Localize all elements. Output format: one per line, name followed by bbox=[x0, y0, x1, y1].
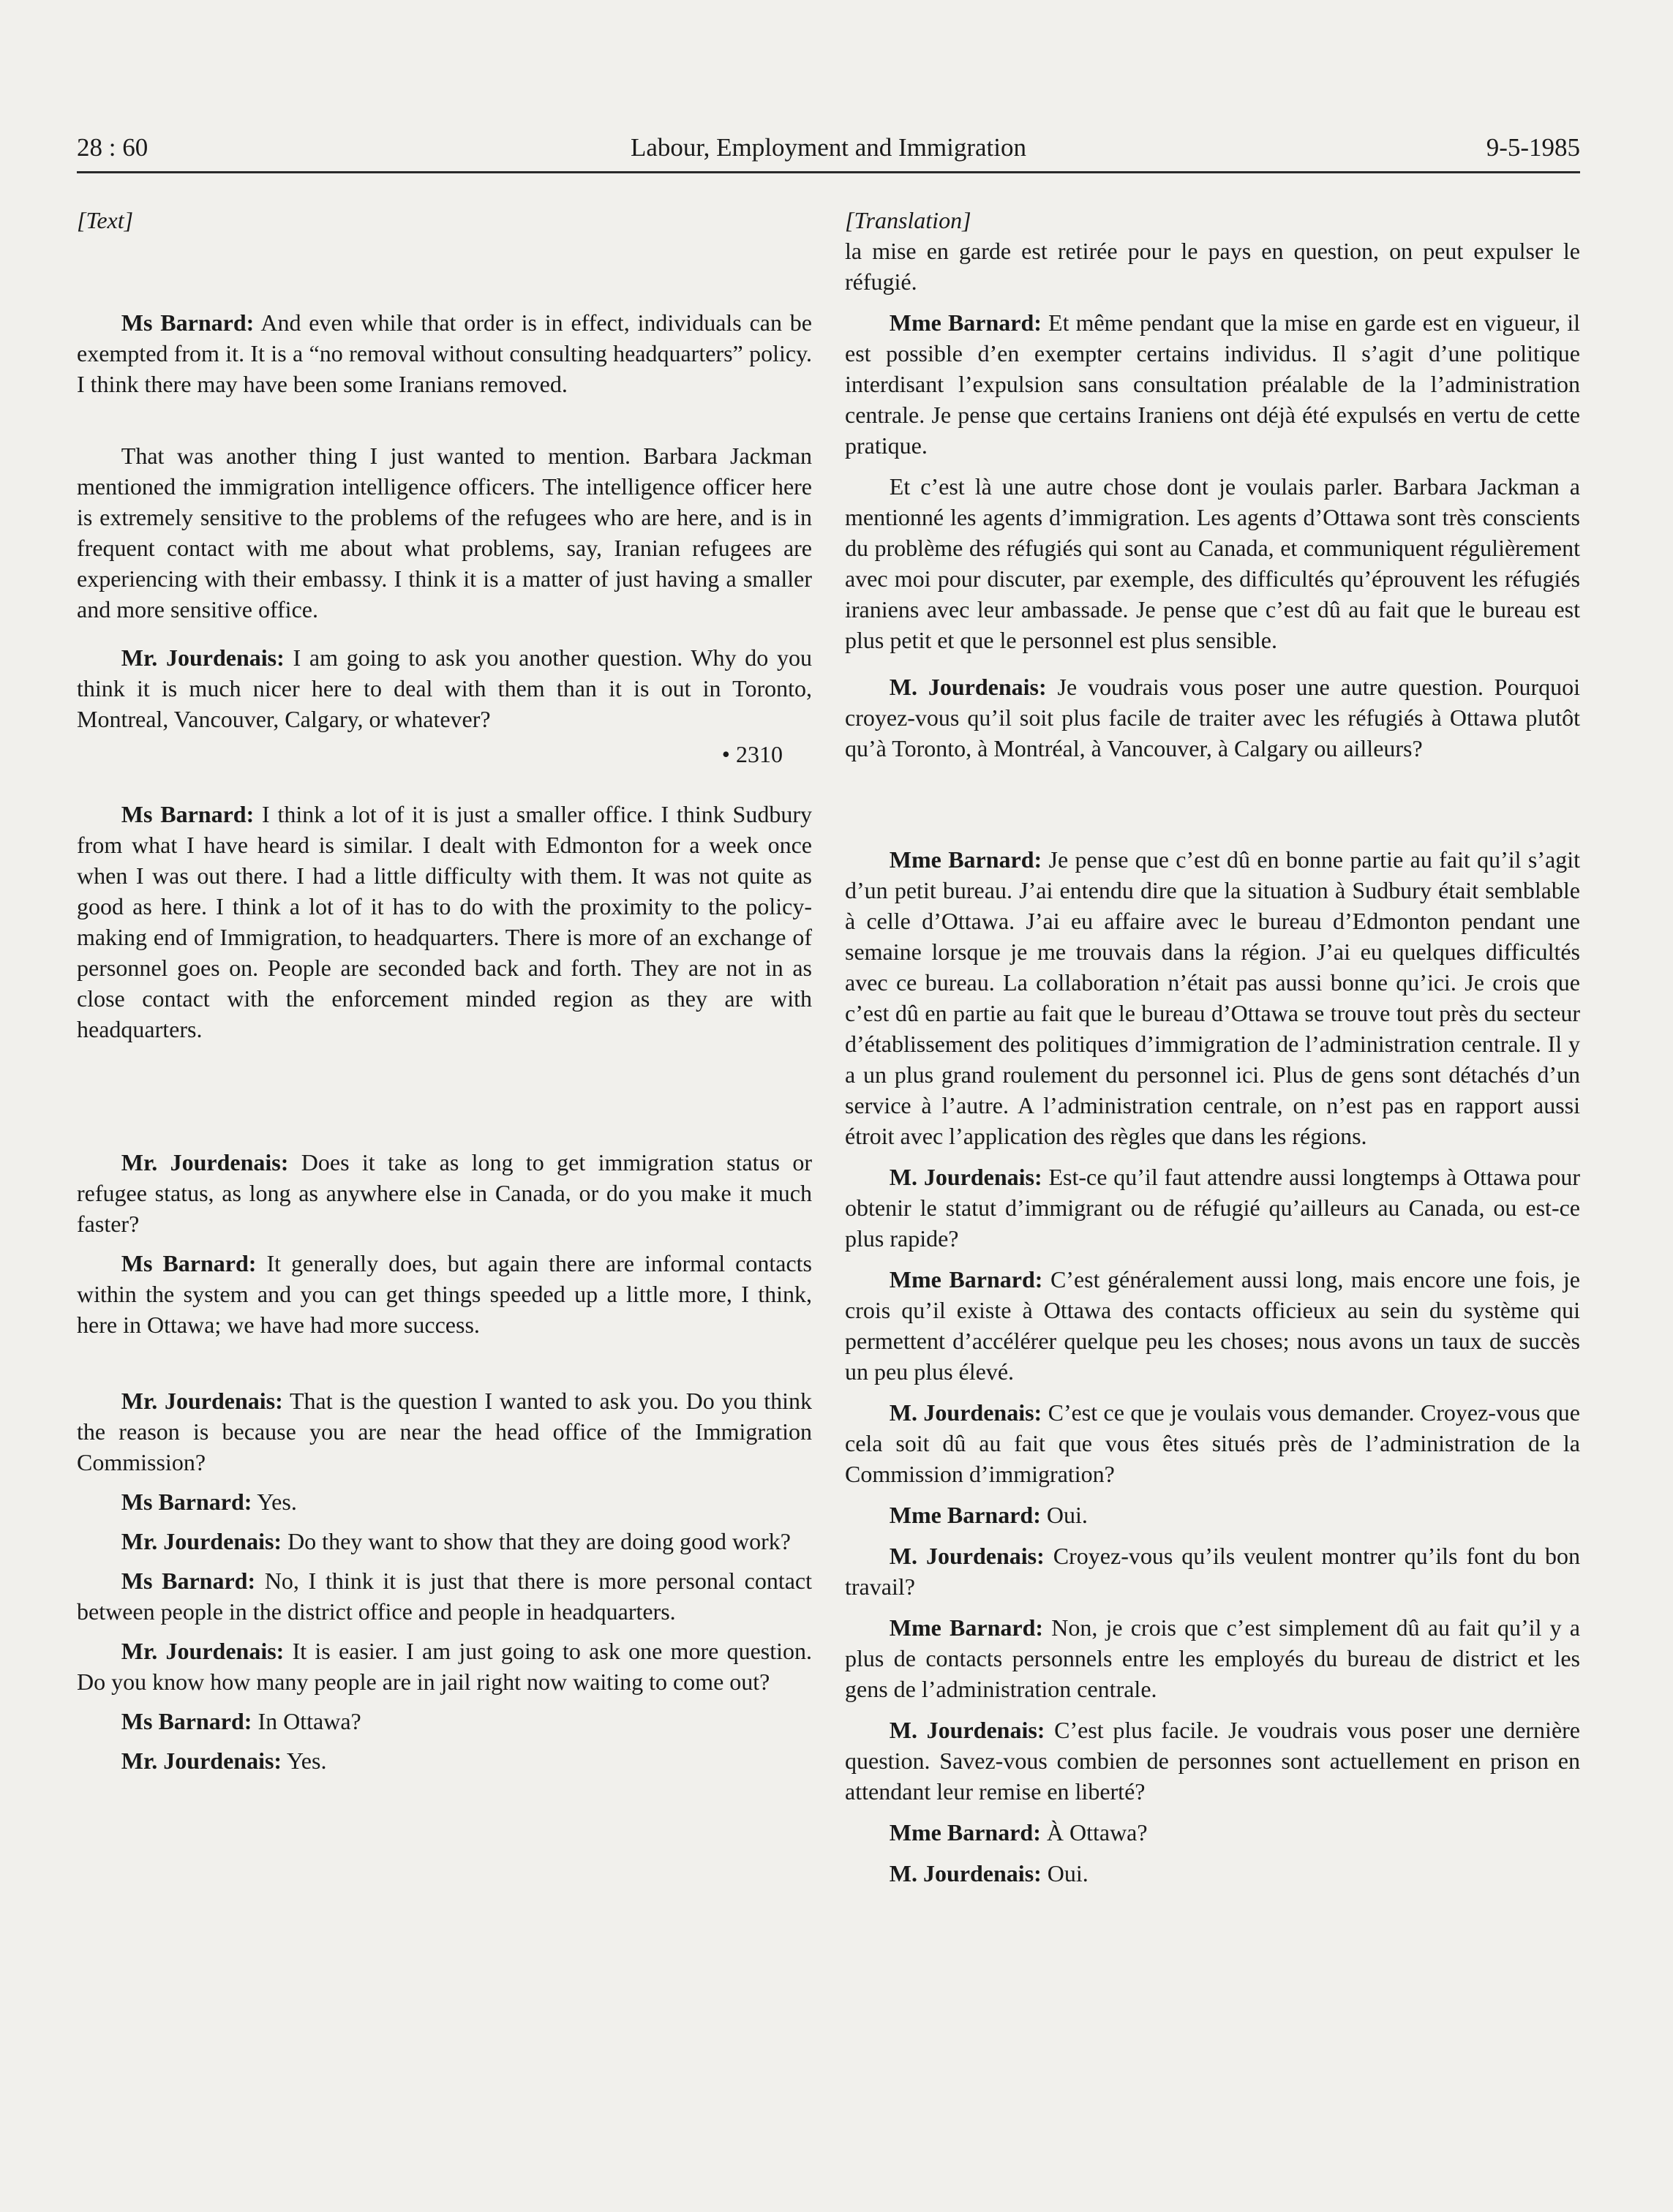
speech: In Ottawa? bbox=[252, 1708, 361, 1734]
paragraph: Et c’est là une autre chose dont je voulais parler. Barbara Jackman a mentionné les agents d’immigration. Les agents d’Ottawa sont très conscients du problème des réfugiés qui sont au Canada, et communiquent régulièrement avec moi pour discuter, par exemple, des difficultés qu’éprouvent les réfugiés iraniens avec leur ambassade. Je pense que c’est dû au fait que le bureau est plus petit et que le personnel est plus sensible. bbox=[845, 473, 1580, 653]
speech: Et même pendant que la mise en garde est en vigueur, il est possible d’en exempter certains individus. Il s’agit d’une politique interdisant l’expulsion sans consultation préalable de la l’administration centrale. Je pense que certains Iraniens ont déjà été expulsés en vertu de cette pratique. bbox=[845, 309, 1580, 459]
page-header bbox=[77, 130, 1580, 173]
running-title: Labour, Employment and Immigration bbox=[631, 133, 1026, 162]
speech: No, I think it is just that there is more personal contact between people in the district office and people in headquarters. bbox=[77, 1568, 813, 1625]
speaker: Ms Barnard: bbox=[121, 309, 255, 336]
speaker: Ms Barnard: bbox=[121, 1568, 256, 1594]
paragraph bbox=[77, 642, 812, 734]
speaker: Ms Barnard: bbox=[121, 1250, 257, 1276]
speaker: Mr. Jourdenais: bbox=[121, 1149, 289, 1175]
paragraph bbox=[77, 1486, 812, 1517]
speech: C’est plus facile. Je voudrais vous poser une dernière question. Savez-vous combien de personnes sont actuellement en prison en attendant leur remise en liberté? bbox=[845, 1717, 1581, 1805]
paragraph bbox=[77, 307, 812, 399]
speaker: Mr. Jourdenais: bbox=[121, 1528, 282, 1554]
paragraph bbox=[845, 1162, 1580, 1254]
paragraph bbox=[77, 1526, 812, 1557]
page-date: 9-5-1985 bbox=[1486, 133, 1580, 162]
speaker: Ms Barnard: bbox=[121, 801, 255, 827]
paragraph: la mise en garde est retirée pour le pays en question, on peut expulser le réfugié. bbox=[845, 238, 1580, 295]
paragraph bbox=[77, 1636, 812, 1697]
speech: Oui. bbox=[1041, 1860, 1089, 1886]
speaker: Mr. Jourdenais: bbox=[121, 644, 285, 671]
speech: Est-ce qu’il faut attendre aussi longtemps à Ottawa pour obtenir le statut d’immigrant ou de réfugié qu’ailleurs au Canada, ou est-ce plus rapide? bbox=[845, 1164, 1581, 1252]
speech: Croyez-vous qu’ils veulent montrer qu’ils font du bon travail? bbox=[845, 1543, 1581, 1600]
column-label: [Text] bbox=[77, 207, 134, 233]
timestamp: • 2310 bbox=[721, 741, 783, 767]
speech: C’est généralement aussi long, mais encore une fois, je crois qu’il existe à Ottawa des contacts officieux au sein du système qui permettent d’accélérer quelque peu les choses; nous avons un taux de succès un peu plus élevé. bbox=[845, 1266, 1581, 1385]
speaker: Mme Barnard: bbox=[889, 1614, 1044, 1641]
speaker: Mr. Jourdenais: bbox=[121, 1748, 282, 1774]
speaker: Mr. Jourdenais: bbox=[121, 1388, 283, 1414]
speaker: Ms Barnard: bbox=[121, 1489, 252, 1515]
speech: C’est ce que je voulais vous demander. Croyez-vous que cela soit dû au fait que vous êtes situés près de l’administration de la Commission d’immigration? bbox=[845, 1399, 1581, 1487]
speaker: Mme Barnard: bbox=[889, 1266, 1043, 1293]
paragraph bbox=[845, 1540, 1580, 1602]
speech: Non, je crois que c’est simplement dû au fait qu’il y a plus de contacts personnels entre les employés du bureau de district et les gens de l’administration centrale. bbox=[845, 1614, 1581, 1702]
column-label: [Translation] bbox=[845, 207, 971, 233]
paragraph: That was another thing I just wanted to mention. Barbara Jackman mentioned the immigration intelligence officers. The intelligence officer here is extremely sensitive to the problems of the refugees who are here, and is in frequent contact with me about what problems, say, Iranian refugees are experiencing with their embassy. I think it is a matter of just having a smaller and more sensitive office. bbox=[77, 443, 812, 622]
speech: Je voudrais vous poser une autre question. Pourquoi croyez-vous qu’il soit plus facile de traiter avec les réfugiés à Ottawa plutôt qu’à Toronto, à Montréal, à Vancouver, à Calgary ou ailleurs? bbox=[845, 674, 1581, 761]
paragraph bbox=[77, 1706, 812, 1737]
speech: I think a lot of it is just a smaller office. I think Sudbury from what I have heard is similar. I dealt with Edmonton for a week once when I was out there. I had a little difficulty with them. It was not quite as good as here. I think a lot of it has to do with the proximity to the policy-making end of Immigration, to headquarters. There is more of an exchange of personnel goes on. People are seconded back and forth. They are not in as close contact with the enforcement minded region as they are with headquarters. bbox=[77, 801, 813, 1042]
speech: It is easier. I am just going to ask one more question. Do you know how many people are in jail right now waiting to come out? bbox=[77, 1638, 813, 1695]
paragraph bbox=[77, 1745, 812, 1776]
speech: And even while that order is in effect, individuals can be exempted from it. It is a “no removal without consulting headquarters” policy. I think there may have been some Iranians removed. bbox=[77, 309, 813, 397]
speaker: M. Jourdenais: bbox=[889, 1164, 1042, 1190]
speaker: Mme Barnard: bbox=[889, 1502, 1041, 1528]
speech: That is the question I wanted to ask you. Do you think the reason is because you are near the head office of the Immigration Commission? bbox=[77, 1388, 813, 1475]
speech: I am going to ask you another question. Why do you think it is much nicer here to deal with them than it is out in Toronto, Montreal, Vancouver, Calgary, or whatever? bbox=[77, 644, 813, 732]
speaker: Mr. Jourdenais: bbox=[121, 1638, 285, 1664]
speech: Je pense que c’est dû en bonne partie au fait qu’il s’agit d’un petit bureau. J’ai entendu dire que la situation à Sudbury était semblable à celle d’Ottawa. J’ai eu affaire avec le bureau d’Edmonton pendant une semaine lorsque je me trouvais dans la région. J’ai eu quelques difficultés avec ce bureau. La collaboration n’était pas aussi bonne qu’ici. Je crois que c’est dû en partie au fait que le bureau d’Ottawa se trouve tout près du secteur d’établissement des politiques d’immigration de l’administration centrale. Il y a un plus grand roulement du personnel ici. Plus de gens sont détachés d’un service à l’autre. A l’administration centrale, on n’est pas en rapport aussi étroit avec l’application des règles que dans les régions. bbox=[845, 846, 1581, 1149]
paragraph bbox=[77, 1248, 812, 1340]
speech: Yes. bbox=[252, 1489, 297, 1515]
speech: Does it take as long to get immigration status or refugee status, as long as anywhere else in Canada, or do you make it much faster? bbox=[77, 1149, 813, 1237]
paragraph bbox=[845, 672, 1580, 764]
speech: Do they want to show that they are doing good work? bbox=[282, 1528, 791, 1554]
paragraph bbox=[845, 1612, 1580, 1704]
paragraph bbox=[77, 799, 812, 1045]
speaker: Mme Barnard: bbox=[889, 846, 1042, 873]
speaker: M. Jourdenais: bbox=[889, 1860, 1042, 1886]
paragraph bbox=[845, 307, 1580, 461]
paragraph bbox=[845, 1858, 1580, 1889]
paragraph bbox=[77, 1385, 812, 1478]
french-column bbox=[845, 205, 1580, 1889]
paragraph bbox=[77, 1147, 812, 1239]
paragraph bbox=[845, 1397, 1580, 1489]
speech: It generally does, but again there are informal contacts within the system and you can get things speeded up a little more, I think, here in Ottawa; we have had more success. bbox=[77, 1250, 813, 1338]
speech: Oui. bbox=[1040, 1502, 1088, 1528]
paragraph bbox=[845, 1715, 1580, 1807]
page-number: 28 : 60 bbox=[77, 133, 148, 162]
speaker: Mme Barnard: bbox=[889, 1819, 1041, 1846]
paragraph bbox=[845, 1817, 1580, 1848]
speaker: M. Jourdenais: bbox=[889, 1717, 1045, 1743]
english-column bbox=[77, 205, 812, 1776]
paragraph bbox=[845, 844, 1580, 1151]
speaker: M. Jourdenais: bbox=[889, 1399, 1042, 1426]
paragraph bbox=[845, 1264, 1580, 1387]
speech: Yes. bbox=[282, 1748, 327, 1774]
speaker: M. Jourdenais: bbox=[889, 1543, 1045, 1569]
speaker: Mme Barnard: bbox=[889, 309, 1042, 336]
speaker: M. Jourdenais: bbox=[889, 674, 1047, 700]
speech: À Ottawa? bbox=[1040, 1819, 1148, 1846]
speaker: Ms Barnard: bbox=[121, 1708, 252, 1734]
paragraph bbox=[845, 1500, 1580, 1530]
paragraph bbox=[77, 1565, 812, 1627]
